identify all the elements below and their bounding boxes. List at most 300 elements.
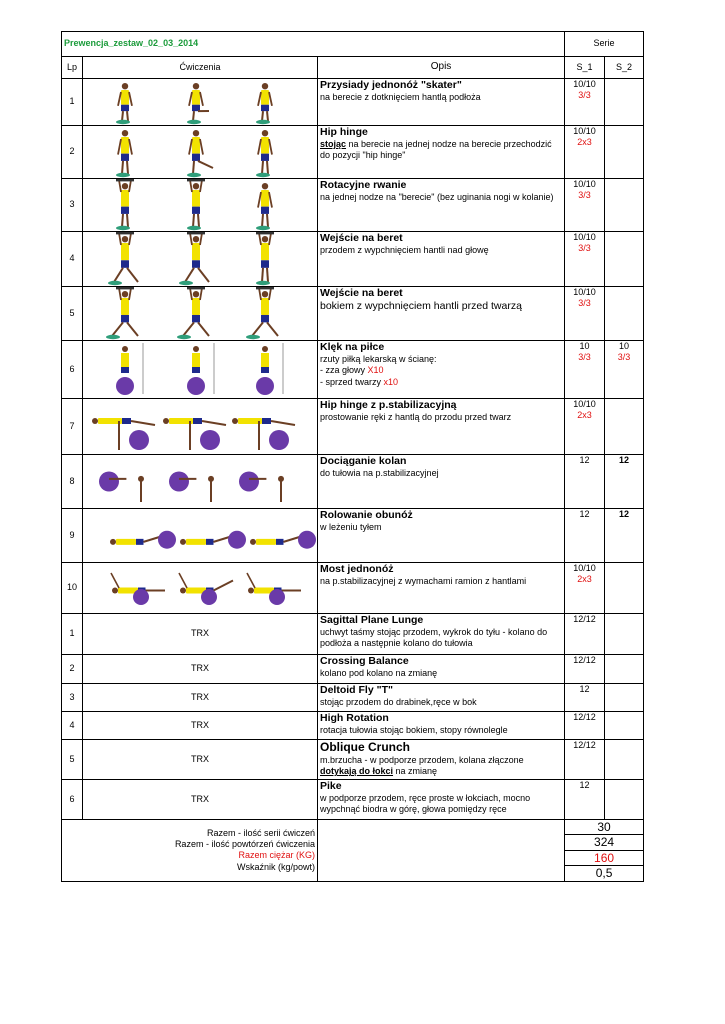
exercise-figures — [83, 179, 318, 231]
athlete-leg — [267, 161, 268, 174]
exercise-illustration — [83, 179, 318, 232]
exercise-description — [318, 509, 565, 563]
exercise-name: Most jednonóż — [320, 563, 394, 575]
stability-ball-icon — [228, 531, 246, 549]
athlete-head — [112, 588, 118, 594]
s1-cell — [565, 232, 605, 287]
exercise-description — [318, 712, 565, 740]
athlete-shirt — [192, 190, 200, 207]
athlete-shorts — [121, 367, 129, 373]
athlete-shirt — [261, 190, 269, 207]
athlete-leg — [122, 214, 123, 227]
exercise-description — [318, 655, 565, 684]
stability-ball-icon — [239, 472, 259, 492]
exercise-detail: uchwyt taśmy stojąc przodem, wykrok do tyłu - kolano do podłoża a następnie kolano do tułowia — [320, 627, 548, 649]
exercise-detail: stojąc przodem do drabinek,ręce w bok — [320, 697, 477, 708]
athlete-shorts — [276, 539, 284, 545]
athlete-shirt — [261, 90, 269, 105]
lp-header: Lp — [62, 57, 83, 79]
s1-sets: 3/3 — [578, 298, 591, 309]
stability-ball-icon — [269, 430, 289, 450]
s2-header: S_2 — [605, 57, 644, 79]
exercise-detail: bokiem z wypchnięciem hantli przed twarzą — [320, 300, 522, 313]
athlete-leg — [198, 161, 213, 168]
s1-header: S_1 — [565, 57, 605, 79]
row-number: 1 — [62, 614, 83, 655]
stability-ball-icon — [201, 589, 217, 605]
exercise-description — [318, 614, 565, 655]
exercise-illustration — [83, 455, 318, 509]
exercise-figures — [83, 455, 318, 508]
athlete-shirt — [261, 243, 269, 260]
athlete-leg — [112, 322, 123, 336]
athlete-shorts — [121, 207, 129, 214]
athlete-shirt — [121, 137, 129, 154]
exercise-figures — [83, 563, 318, 613]
athlete-arm — [200, 139, 203, 155]
s1-cell: 12/12 — [565, 740, 605, 780]
exercise-detail-underlined: stojąc — [320, 139, 347, 150]
exercise-name: Sagittal Plane Lunge — [320, 614, 424, 626]
exercise-name: Hip hinge — [320, 126, 368, 138]
stability-ball-icon — [99, 472, 119, 492]
athlete-arm — [190, 233, 192, 245]
s2-cell — [605, 126, 644, 179]
s1-cell: 12 — [565, 780, 605, 820]
athlete-head — [122, 291, 128, 297]
athlete-shirt — [192, 90, 200, 105]
athlete-leg — [262, 161, 263, 174]
athlete-shirt — [256, 539, 276, 545]
exercise-reps-red: x10 — [383, 376, 399, 387]
athlete-leg — [127, 214, 128, 227]
s1-cell: 12/12 — [565, 614, 605, 655]
athlete-leg — [185, 268, 194, 282]
athlete-arm — [119, 180, 121, 192]
row-number: 7 — [62, 399, 83, 455]
athlete-shorts — [261, 260, 269, 268]
stability-ball-icon — [129, 430, 149, 450]
exercise-description — [318, 740, 565, 780]
exercise-figures — [83, 79, 318, 125]
row-number: 5 — [62, 740, 83, 780]
athlete-shorts — [261, 105, 269, 111]
balance-beret-icon — [108, 281, 122, 285]
exercise-name: Klęk na piłce — [320, 341, 385, 353]
s2-cell — [605, 232, 644, 287]
exercise-detail: m.brzucha - w podporze przodem, kolana złączone — [320, 755, 524, 765]
athlete-head — [122, 183, 128, 189]
s1-reps: 10/10 — [573, 126, 596, 136]
trx-row — [62, 614, 644, 655]
athlete-leg — [262, 268, 263, 282]
exercise-detail: na berecie na jednej nodze na berecie przechodzić do pozycji "hip hinge" — [320, 139, 552, 161]
athlete-shorts — [192, 154, 200, 161]
athlete-arm — [129, 288, 131, 300]
athlete-arm — [190, 288, 192, 300]
athlete-shirt — [121, 90, 129, 105]
exercise-row — [62, 232, 644, 287]
stability-ball-icon — [200, 430, 220, 450]
athlete-shorts — [192, 315, 200, 322]
exercise-description — [318, 232, 565, 287]
exercise-name: Hip hinge z p.stabilizacyjną — [320, 399, 457, 411]
exercise-figures — [83, 341, 318, 398]
trx-label: TRX — [83, 684, 318, 712]
athlete-head — [193, 130, 199, 136]
summary-value-weight: 160 — [565, 851, 643, 866]
row-number: 10 — [62, 563, 83, 614]
balance-beret-icon — [187, 120, 201, 124]
s1-cell — [565, 399, 605, 455]
trx-row — [62, 740, 644, 780]
balance-beret-icon — [116, 120, 130, 124]
trx-label: TRX — [83, 655, 318, 684]
athlete-shirt — [192, 243, 200, 260]
trx-row — [62, 780, 644, 820]
s2-cell — [605, 740, 644, 780]
athlete-arm — [129, 233, 131, 245]
exercise-detail: rotacja tułowia stojąc bokiem, stopy równolegle — [320, 725, 508, 736]
athlete-arm — [189, 139, 192, 155]
trx-label: TRX — [83, 740, 318, 780]
balance-beret-icon — [116, 173, 130, 177]
exercise-detail: prostowanie ręki z hantlą do przodu przed twarz — [320, 412, 512, 423]
athlete-leg — [114, 268, 123, 282]
dumbbell-icon — [256, 287, 274, 289]
athlete-arm — [200, 180, 202, 192]
row-number: 1 — [62, 79, 83, 126]
athlete-head — [193, 291, 199, 297]
athlete-leg — [271, 421, 295, 425]
exercise-figures — [83, 287, 318, 340]
s1-cell — [565, 341, 605, 399]
athlete-head — [250, 539, 256, 545]
serie-header: Serie — [565, 32, 644, 57]
athlete-shirt — [261, 137, 269, 154]
exercise-description — [318, 455, 565, 509]
athlete-head — [262, 346, 268, 352]
summary-value-ratio: 0,5 — [595, 866, 613, 881]
row-number: 9 — [62, 509, 83, 563]
athlete-leg — [267, 268, 268, 282]
athlete-arm — [200, 233, 202, 245]
athlete-shorts — [121, 154, 129, 161]
dumbbell-icon — [116, 179, 134, 181]
athlete-leg — [131, 421, 155, 425]
s1-reps: 10/10 — [573, 232, 596, 242]
s1-sets: 3/3 — [578, 352, 591, 363]
s1-sets: 3/3 — [578, 243, 591, 254]
athlete-arm — [119, 288, 121, 300]
s2-cell — [605, 179, 644, 232]
s2-cell — [605, 455, 644, 509]
exercise-detail-line: - zza głowy — [320, 365, 368, 376]
athlete-arm — [258, 92, 261, 106]
athlete-arm — [269, 139, 272, 155]
athlete-shorts — [122, 418, 131, 424]
athlete-head — [262, 130, 268, 136]
exercise-name: Oblique Crunch — [320, 740, 410, 754]
athlete-shorts — [192, 367, 200, 373]
stability-ball-icon — [116, 377, 134, 395]
exercise-name: Deltoid Fly "T" — [320, 684, 393, 696]
summary-value-series: 30 — [565, 820, 643, 835]
athlete-leg — [127, 268, 138, 282]
exercise-name: Wejście na beret — [320, 232, 403, 244]
athlete-shirt — [192, 353, 200, 367]
athlete-head — [122, 130, 128, 136]
athlete-leg — [122, 161, 123, 174]
exercise-name: High Rotation — [320, 712, 389, 724]
exercise-name: Wejście na beret — [320, 287, 403, 299]
s1-reps: 10/10 — [573, 399, 596, 409]
exercise-illustration — [83, 79, 318, 126]
exercise-description — [318, 684, 565, 712]
athlete-leg — [202, 421, 226, 425]
exercise-row — [62, 126, 644, 179]
summary-label-series: Razem - ilość serii ćwiczeń — [206, 827, 315, 838]
exercise-row — [62, 341, 644, 399]
exercise-name: Crossing Balance — [320, 655, 409, 667]
exercise-row — [62, 399, 644, 455]
exercise-description — [318, 399, 565, 455]
s2-reps: 10 — [619, 341, 630, 351]
balance-beret-icon — [256, 120, 270, 124]
athlete-arm — [129, 139, 132, 155]
athlete-leg — [198, 214, 199, 227]
athlete-head — [248, 588, 254, 594]
exercise-detail-underlined: dotykają do łokci — [320, 766, 394, 777]
exercise-description — [318, 780, 565, 820]
athlete-leg — [267, 111, 268, 121]
stability-ball-icon — [169, 472, 189, 492]
athlete-arm — [259, 233, 261, 245]
s1-reps: 10/10 — [573, 179, 596, 189]
exercise-row — [62, 179, 644, 232]
athlete-head — [262, 291, 268, 297]
exercise-row — [62, 509, 644, 563]
athlete-shirt — [261, 298, 269, 315]
balance-beret-icon — [187, 173, 201, 177]
athlete-shorts — [261, 154, 269, 161]
exercise-row — [62, 79, 644, 126]
athlete-head — [180, 539, 186, 545]
s2-cell — [605, 614, 644, 655]
athlete-arm — [269, 233, 271, 245]
athlete-head — [122, 83, 128, 89]
athlete-leg — [193, 111, 194, 121]
exercise-detail: w podporze przodem, ręce proste w łokciach, mocno wypchnąć biodra w górę, głowa pomiędzy ręce — [320, 793, 531, 815]
stability-ball-icon — [298, 531, 316, 549]
exercise-detail-tail: na zmianę — [393, 766, 438, 777]
row-number: 6 — [62, 780, 83, 820]
athlete-leg — [183, 322, 194, 336]
exercise-detail: rzuty piłką lekarską w ścianę: — [320, 354, 437, 365]
s1-reps: 12 — [579, 509, 590, 519]
s1-reps: 10/10 — [573, 287, 596, 297]
trx-row — [62, 655, 644, 684]
exercise-description — [318, 179, 565, 232]
s1-cell — [565, 509, 605, 563]
balance-beret-icon — [187, 226, 201, 230]
athlete-arm — [118, 139, 121, 155]
athlete-leg — [193, 161, 194, 174]
stability-ball-icon — [256, 377, 274, 395]
athlete-leg — [252, 322, 263, 336]
s2-cell — [605, 509, 644, 563]
athlete-head — [180, 588, 186, 594]
athlete-arm — [269, 288, 271, 300]
exercise-description — [318, 79, 565, 126]
s2-cell — [605, 563, 644, 614]
exercise-description — [318, 563, 565, 614]
exercise-figures — [83, 399, 318, 454]
athlete-shorts — [261, 315, 269, 322]
athlete-shorts — [121, 105, 129, 111]
exercise-row — [62, 287, 644, 341]
athlete-arm — [258, 139, 261, 155]
exercise-illustration — [83, 341, 318, 399]
exercise-illustration — [83, 399, 318, 455]
athlete-shirt — [186, 539, 206, 545]
athlete-arm — [200, 92, 203, 106]
exercise-detail-line: - sprzed twarzy — [320, 376, 384, 387]
exercise-sheet — [61, 31, 644, 882]
athlete-arm — [200, 288, 202, 300]
exercise-illustration — [83, 509, 318, 563]
athlete-leg — [122, 111, 123, 121]
s2-reps: 12 — [619, 509, 630, 519]
athlete-leg — [267, 322, 278, 336]
s1-reps: 12 — [579, 455, 590, 465]
exercise-name: Przysiady jednonóż "skater" — [320, 79, 462, 91]
balance-beret-icon — [256, 226, 270, 230]
s1-sets: 2x3 — [577, 137, 592, 148]
stability-ball-icon — [158, 531, 176, 549]
s1-reps: 10/10 — [573, 79, 596, 89]
athlete-leg — [262, 111, 263, 121]
exercise-detail: do tułowia na p.stabilizacyjnej — [320, 468, 439, 479]
athlete-shirt — [192, 137, 200, 154]
exercise-description — [318, 287, 565, 341]
trx-label: TRX — [83, 614, 318, 655]
trx-row — [62, 712, 644, 740]
stability-ball-icon — [187, 377, 205, 395]
exercise-illustration — [83, 232, 318, 287]
dumbbell-icon — [187, 179, 205, 181]
s2-cell — [605, 684, 644, 712]
s1-cell — [565, 563, 605, 614]
athlete-head — [262, 83, 268, 89]
athlete-arm — [129, 92, 132, 106]
athlete-head — [122, 346, 128, 352]
athlete-leg — [193, 214, 194, 227]
balance-beret-icon — [179, 281, 193, 285]
s2-cell — [605, 780, 644, 820]
athlete-head — [232, 418, 238, 424]
balance-beret-icon — [256, 173, 270, 177]
athlete-shorts — [261, 367, 269, 373]
exercise-name: Rotacyjne rwanie — [320, 179, 407, 191]
stability-ball-icon — [269, 589, 285, 605]
exercises-header: Ćwiczenia — [83, 57, 318, 79]
s2-cell — [605, 341, 644, 399]
s1-sets: 2x3 — [577, 574, 592, 585]
athlete-shorts — [121, 260, 129, 268]
athlete-shorts — [192, 207, 200, 214]
description-header: Opis — [318, 57, 565, 79]
dumbbell-icon — [116, 287, 134, 289]
row-number: 3 — [62, 684, 83, 712]
s2-cell — [605, 79, 644, 126]
row-number: 6 — [62, 341, 83, 399]
athlete-arm — [119, 233, 121, 245]
exercise-detail: na jednej nodze na "berecie" (bez uginania nogi w kolanie) — [320, 192, 554, 203]
exercise-figures — [83, 509, 318, 562]
athlete-leg — [214, 581, 234, 591]
stability-ball-icon — [133, 589, 149, 605]
exercise-description — [318, 341, 565, 399]
balance-beret-icon — [256, 281, 270, 285]
s1-cell: 12/12 — [565, 712, 605, 740]
athlete-head — [262, 183, 268, 189]
s1-cell — [565, 126, 605, 179]
s1-sets: 3/3 — [578, 190, 591, 201]
athlete-shirt — [116, 539, 136, 545]
dumbbell-icon — [187, 287, 205, 289]
exercise-detail: kolano pod kolano na zmianę — [320, 668, 438, 679]
athlete-leg — [267, 214, 268, 227]
athlete-arm — [111, 573, 119, 588]
summary-values — [565, 820, 644, 882]
athlete-shirt — [121, 243, 129, 260]
athlete-shorts — [121, 315, 129, 322]
athlete-head — [92, 418, 98, 424]
athlete-arm — [118, 92, 121, 106]
summary-block — [62, 820, 644, 882]
s2-cell — [605, 712, 644, 740]
s1-cell — [565, 455, 605, 509]
athlete-arm — [269, 92, 272, 106]
trx-label: TRX — [83, 712, 318, 740]
s1-cell: 12 — [565, 684, 605, 712]
summary-label-reps: Razem - ilość powtórzeń ćwiczenia — [174, 839, 315, 850]
athlete-leg — [127, 161, 128, 174]
s2-sets: 3/3 — [617, 352, 631, 363]
athlete-arm — [269, 192, 272, 208]
s1-sets: 3/3 — [578, 90, 591, 101]
s1-sets: 2x3 — [577, 410, 592, 421]
exercise-illustration — [83, 287, 318, 341]
summary-label-weight: Razem ciężar (KG) — [238, 850, 315, 861]
athlete-head — [193, 236, 199, 242]
athlete-head — [193, 346, 199, 352]
athlete-arm — [258, 192, 261, 208]
s1-cell — [565, 179, 605, 232]
exercise-row — [62, 455, 644, 509]
exercise-description — [318, 126, 565, 179]
athlete-shorts — [192, 260, 200, 268]
athlete-shirt — [121, 298, 129, 315]
athlete-arm — [179, 573, 187, 588]
s1-reps: 10/10 — [573, 563, 596, 573]
row-number: 4 — [62, 232, 83, 287]
athlete-head — [262, 236, 268, 242]
exercise-illustration — [83, 126, 318, 179]
balance-beret-icon — [106, 335, 120, 339]
row-number: 8 — [62, 455, 83, 509]
